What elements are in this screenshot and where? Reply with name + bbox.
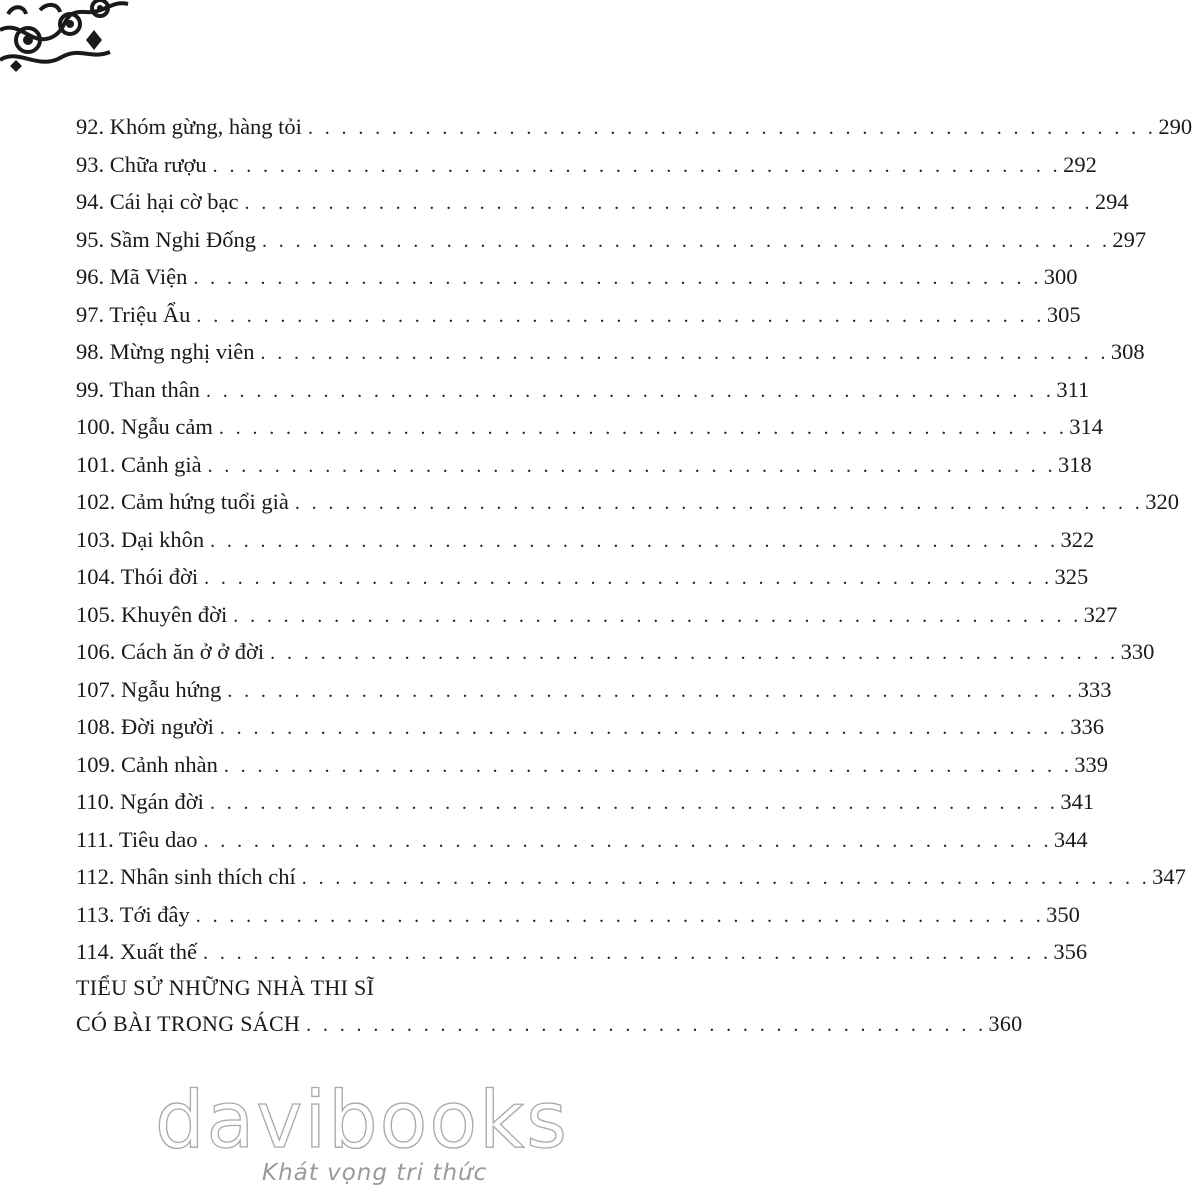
dot-leader: . . . . . . . . . . . . . . . . . . . . . . . . . . . . . . . . . . . . . . . . . . . . . . . . . . . (260, 342, 1109, 364)
page-number: 356 (1053, 939, 1088, 964)
watermark-tagline: Khát vọng tri thức (262, 1160, 488, 1186)
toc-entry (76, 183, 1129, 221)
page-number: 297 (1112, 226, 1147, 252)
page-number: 308 (1110, 339, 1145, 364)
page-number: 311 (1056, 376, 1090, 402)
dot-leader: . . . . . . . . . . . . . . . . . . . . . . . . . . . . . . . . . . . . . . . . . . . . . . . . . . . (244, 192, 1093, 214)
toc-entry (76, 333, 1145, 371)
dot-leader: . . . . . . . . . . . . . . . . . . . . . . . . . . . . . . . . . . . . . . . . . . . . . . . . . . . (294, 492, 1144, 514)
page-number: 341 (1060, 789, 1095, 814)
toc-entry-title: 105. Khuyên đời (76, 601, 228, 627)
toc-entry-title: 97. Triệu Ẩu (76, 301, 191, 327)
dot-leader: . . . . . . . . . . . . . . . . . . . . . . . . . . . . . . . . . . . . . . . . . . . . . . . . . . . (204, 567, 1053, 589)
toc-entry-title: 112. Nhân sinh thích chí (76, 864, 296, 889)
page-number: 336 (1070, 714, 1105, 739)
dot-leader: . . . . . . . . . . . . . . . . . . . . . . . . . . . . . . . . . . . . . . . . . . . . . . . . . . . (210, 529, 1059, 552)
appendix-title-line-2 (76, 1006, 1023, 1042)
dot-leader: . . . . . . . . . . . . . . . . . . . . . . . . . . . . . . . . . . . . . . . . . . . . . . . . . . . (193, 267, 1042, 289)
page-number: 350 (1046, 901, 1080, 927)
toc-entry-title: 102. Cảm hứng tuổi già (76, 489, 289, 514)
toc-entry-title: 103. Dại khôn (76, 526, 205, 552)
appendix-title-line-1 (76, 970, 596, 1006)
toc-entry (76, 858, 1186, 896)
toc-entry (76, 633, 1155, 671)
toc-entry-title: 108. Đời người (76, 714, 214, 739)
dot-leader: . . . . . . . . . . . . . . . . . . . . . . . . . . . . . . . . . . . . . . . . . . . . . . . . . . . (196, 304, 1045, 327)
toc-entry (76, 783, 1095, 821)
toc-entry-title: 106. Cách ăn ở ở đời (76, 639, 265, 664)
toc-entry (76, 446, 1092, 484)
dot-leader: . . . . . . . . . . . . . . . . . . . . . . . . . . . . . . . . . . . . . . . . . . . . . . . . . . . (203, 829, 1052, 852)
floral-corner-ornament-icon (0, 0, 132, 72)
toc-entry (76, 258, 1078, 296)
dot-leader: . . . . . . . . . . . . . . . . . . . . . . . . . . . . . . . . . . . . . . . . . . . . . . . . . . . (227, 679, 1076, 702)
toc-entry (76, 896, 1080, 934)
page-number: 314 (1069, 414, 1103, 439)
toc-entry-title: 101. Cảnh già (76, 451, 202, 477)
toc-entry-title: 94. Cái hại cờ bạc (76, 189, 239, 214)
page-number: 322 (1060, 526, 1095, 552)
toc-entry (76, 596, 1118, 634)
toc-entry-title: 95. Sầm Nghi Đống (76, 226, 256, 252)
dot-leader: . . . . . . . . . . . . . . . . . . . . . . . . . . . . . . . . . . . . . . . . . . . . . . . . . . . (219, 717, 1069, 739)
page-number: 320 (1145, 489, 1179, 514)
toc-entry (76, 708, 1105, 746)
page-number: 325 (1054, 564, 1089, 589)
toc-entry-title: 114. Xuất thế (76, 939, 198, 964)
page-number: 292 (1063, 151, 1097, 177)
page-number: 344 (1053, 826, 1088, 852)
page-number: 318 (1058, 451, 1092, 477)
watermark-logo: davibooks (155, 1076, 569, 1166)
dot-leader: . . . . . . . . . . . . . . . . . . . . . . . . . . . . . . . . . . . . . . . . . . . . . . . . . . . (233, 604, 1082, 627)
page-number: 305 (1046, 301, 1081, 327)
page-number: 294 (1094, 189, 1129, 214)
dot-leader: . . . . . . . . . . . . . . . . . . . . . . . . . . . . . . . . . . . . . . . . . . . . . . . . . . . (270, 642, 1119, 664)
toc-entry (76, 408, 1103, 446)
toc-entry-title: 109. Cảnh nhàn (76, 751, 218, 777)
dot-leader: . . . . . . . . . . . . . . . . . . . . . . . . . . . . . . . . . . . . . . . . . . . . . . . . . . . (301, 867, 1151, 889)
dot-leader: . . . . . . . . . . . . . . . . . . . . . . . . . . . . . . . . . . . . . . . . . . . . . . . . . . . (262, 229, 1111, 252)
toc-entry-title: 107. Ngẫu hứng (76, 676, 222, 702)
toc-entry-title: 110. Ngán đời (76, 789, 204, 814)
dot-leader: . . . . . . . . . . . . . . . . . . . . . . . . . . . . . . . . . . . . . . . . . . . . . . . . . . . (307, 117, 1157, 139)
toc-entry-title: 113. Tới đây (76, 901, 190, 927)
toc-entry-title: 96. Mã Viện (76, 264, 188, 289)
toc-entry-title: 104. Thói đời (76, 564, 199, 589)
appendix-title-text: CÓ BÀI TRONG SÁCH (76, 1011, 301, 1036)
toc-entry-title: 100. Ngẫu cảm (76, 414, 213, 439)
toc-entry-title: 111. Tiêu dao (76, 826, 198, 852)
page-number: 290 (1158, 114, 1192, 139)
page-number: 330 (1120, 639, 1155, 664)
toc-entry (76, 521, 1095, 559)
dot-leader: . . . . . . . . . . . . . . . . . . . . . . . . . . . . . . . . . . . . . . . . . . . . . . . . . . . (212, 154, 1062, 177)
toc-entry (76, 371, 1090, 409)
toc-entry-title: 92. Khóm gừng, hàng tỏi (76, 114, 302, 139)
page-number: 300 (1043, 264, 1078, 289)
dot-leader: . . . . . . . . . . . . . . . . . . . . . . . . . . . . . . . . . . . . . . . . . . . . . . . . . . . (203, 942, 1052, 964)
toc-entry (76, 821, 1088, 859)
page-number: 339 (1074, 751, 1109, 777)
toc-entry (76, 296, 1081, 334)
page-number: 360 (988, 1011, 1023, 1036)
table-of-contents (76, 108, 1192, 971)
toc-entry (76, 746, 1109, 784)
page-number: 347 (1152, 864, 1186, 889)
toc-entry (76, 146, 1097, 184)
dot-leader: . . . . . . . . . . . . . . . . . . . . . . . . . . . . . . . . . . . . . . . . . . . . . . . . . . . (207, 454, 1057, 477)
toc-entry (76, 933, 1088, 971)
toc-entry (76, 108, 1192, 146)
dot-leader: . . . . . . . . . . . . . . . . . . . . . . . . . . . . . . . . . . . . . . . . . . . . . . . . . . . (223, 754, 1073, 777)
toc-entry-title: 98. Mừng nghị viên (76, 339, 255, 364)
toc-entry (76, 558, 1089, 596)
toc-entry (76, 671, 1112, 709)
page-number: 327 (1083, 601, 1118, 627)
dot-leader: . . . . . . . . . . . . . . . . . . . . . . . . . . . . . . . . . . . . . . . . . . . . . . . . . . . (195, 904, 1045, 927)
toc-entry (76, 221, 1147, 259)
dot-leader: . . . . . . . . . . . . . . . . . . . . . . . . . . . . . . . . . . . . . . . . . . . . . . . . . . . (205, 379, 1055, 402)
dot-leader: . . . . . . . . . . . . . . . . . . . . . . . . . . . . . . . . . . . . . . . . . . . . . . . . . . . (209, 792, 1059, 814)
toc-entry (76, 483, 1179, 521)
appendix-title-text: TIỂU SỬ NHỮNG NHÀ THI SĨ (76, 975, 375, 1000)
toc-entry-title: 93. Chữa rượu (76, 151, 207, 177)
page-number: 333 (1077, 676, 1112, 702)
dot-leader: . . . . . . . . . . . . . . . . . . . . . . . . . . . . . . . . . . . . . . . . . . . . . . . . . . . (218, 417, 1068, 439)
dot-leader: . . . . . . . . . . . . . . . . . . . . . . . . . . . . . . . . . . . . . . . . . (306, 1014, 987, 1036)
toc-appendix-entry (76, 970, 1023, 1042)
toc-entry-title: 99. Than thân (76, 376, 200, 402)
